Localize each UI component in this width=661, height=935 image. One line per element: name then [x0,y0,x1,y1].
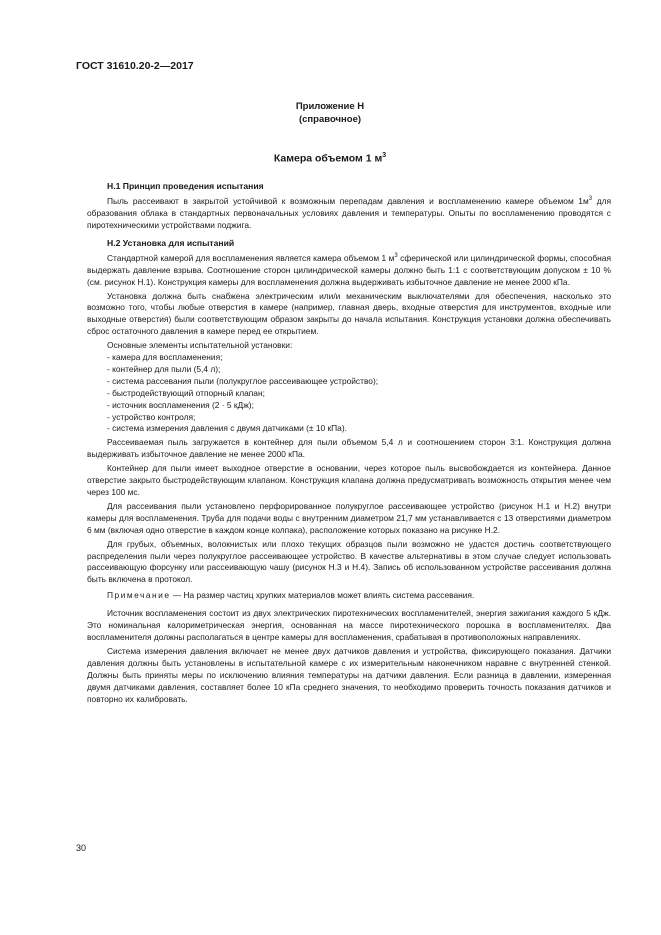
note-label: Примечание [107,590,171,601]
appendix-subtitle: (справочное) [298,114,362,125]
paragraph: Для грубых, объемных, волокнистых или плохо текущих образцов пыли возможно не удастся достичь соответствующего распределения пыли через полукруглое рассеивающее устройство. В качестве альтернативы в этом случае следует использовать рассеивающую форсунку или рассеивающую чашу (рисунок Н.3 и Н.4). Запись об использованном устройстве рассеивания должна быть включена в протокол. [87,538,611,585]
list-item: - система измерения давления с двумя датчиками (± 10 кПа). [107,423,347,434]
paragraph: Установка должна быть снабжена электрическим или/и механическим выключателями для обеспечения, насколько это возможно того, чтобы любые отверстия в камере (например, главная дверь, входные отверстия для инструментов, входные или выходные отверстия) были соответствующим образом закрыты до начала испытания. Конструкция установки должна обеспечивать сброс остаточного давления в камере перед ее открытием. [87,290,611,337]
list-item: - устройство контроля; [107,411,196,422]
paragraph: Источник воспламенения состоит из двух электрических пиротехнических воспламенителей, энергия зажигания каждого 5 кДж. Это номинальная калориметрическая энергия, основанная на массе пиротехнического порошка в воспламенителях. Два воспламенителя должны располагаться в центре камеры для воспламенения, срабатывая в противоположных направлениях. [87,608,611,642]
paragraph: Система измерения давления включает не менее двух датчиков давления и устройства, фиксирующего показания. Датчики давления должны быть установлены в испытательной камере с их измерительным наконечником наравне с внутренней стенкой. Должны быть приняты меры по исключению влияния температуры на датчики давления. Если разница в давлении, измеренная двумя датчиками давления, составляет более 10 кПа среднего значения, то необходимо проверить точность показания датчиков и повторно их калибровать. [87,645,611,704]
appendix-title: Приложение Н [295,101,365,112]
page-number: 30 [76,843,87,853]
paragraph: Контейнер для пыли имеет выходное отверстие в основании, через которое пыль высвобождается из контейнера. Данное отверстие закрыто быстродействующим клапаном. Конструкция клапана должна предусматривать возможность открытия менее чем через 100 мс. [87,463,611,498]
list-item: - камера для воспламенения; [107,352,223,363]
section-heading-h2: Н.2 Установка для испытаний [107,238,235,248]
chamber-title: Камера объемом 1 $м^3$ [273,152,387,165]
paragraph: Стандартной камерой для воспламенения является камера объемом 1 $м^3$ сферической или цилиндрической формы, способная выдержать давление взрыва. Соотношение сторон цилиндрической камеры должно быть 1:1 с соответствующим допуском ± 10 % (см. рисунок Н.1). Конструкция камеры для воспламенения должна выдерживать избыточное давление не менее 2000 кПа. [87,252,611,287]
note [87,590,611,602]
list-item: - система рассевания пыли (полукруглое рассеивающее устройство); [107,375,379,386]
list-item: - контейнер для пыли (5,4 л); [107,363,221,374]
list-item: - быстродействующий отпорный клапан; [107,387,265,398]
section-body-h2 [87,251,611,707]
note-text: — На размер частиц хрупких материалов может влиять система рассевания. [170,590,475,601]
section-heading-h1: Н.1 Принцип проведения испытания [107,181,264,191]
standard-header: ГОСТ 31610.20-2—2017 [76,60,194,72]
section-body-h1 [87,194,611,234]
list-intro: Основные элементы испытательной установки: [107,340,293,351]
list-item: - источник воспламенения (2 · 5 кДж); [107,399,254,410]
paragraph: Для рассеивания пыли установлено перфорированное полукруглое рассеивающее устройство (рисунок Н.1 и Н.2) внутри камеры для воспламенения. Труба для подачи воды с внутренним диаметром 21,7 мм устанавливается с 13 отверстиями диаметром 6 мм (включая одно отверстие в каждом конце колпака), расположение которых показано на рисунке Н.2. [87,500,611,535]
paragraph: Рассеиваемая пыль загружается в контейнер для пыли объемом 5,4 л и соотношением сторон 3:1. Конструкция должна выдерживать избыточное давление не менее 2000 кПа. [87,437,611,460]
paragraph: Пыль рассеивают в закрытой устойчивой к возможным перепадам давления и воспламенению камере объемом $1м^3$ для образования облака в стандартных первоначальных условиях давления и температуры. Опыты по воспламенению проводятся с пиротехническими устройствами поджига. [87,195,611,230]
